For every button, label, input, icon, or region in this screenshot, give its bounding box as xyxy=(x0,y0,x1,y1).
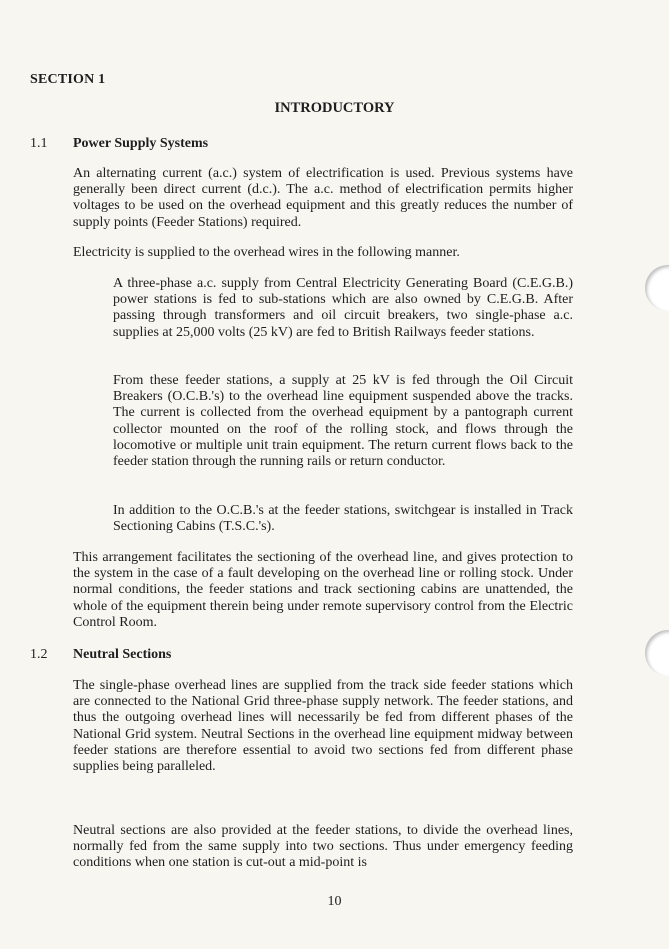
section-number: 1.1 xyxy=(30,136,48,151)
page-number: 10 xyxy=(327,894,342,909)
paragraph-supply-lead: Electricity is supplied to the overhead wires in the following manner. xyxy=(73,245,460,260)
paragraph-intro: An alternating current (a.c.) system of electrification is used. Previous systems have generally been direct current (d.c.). The a.c. method of electrification permits higher voltages to be used on the overhead equipment and this greatly reduces the number of supply points (Feeder Stations) required. xyxy=(73,166,573,230)
section-number: 1.2 xyxy=(30,647,48,662)
section-label: SECTION 1 xyxy=(30,72,106,87)
section-heading-1-1 xyxy=(30,136,208,152)
punch-hole xyxy=(645,265,669,311)
section-title: Power Supply Systems xyxy=(73,136,209,151)
section-title: Neutral Sections xyxy=(73,647,172,662)
punch-hole xyxy=(645,630,669,676)
paragraph-neutral-sections: The single-phase overhead lines are supplied from the track side feeder stations which are connected to the National Grid three-phase supply network. The feeder stations, and thus the outgoing overhead lines will necessarily be fed from different phases of the National Grid system. Neutral Sections in the overhead line equipment midway between feeder stations are therefore essential to avoid two sections fed from different phase supplies being paralleled. xyxy=(73,678,573,775)
section-heading-1-2 xyxy=(30,647,171,663)
paragraph-neutral-feeder: Neutral sections are also provided at the feeder stations, to divide the overhead lines, normally fed from the same supply into two sections. Thus under emergency feeding conditions when one station is cut-out a mid-point is xyxy=(73,823,573,871)
paragraph-track-sectioning: In addition to the O.C.B.'s at the feeder stations, switchgear is installed in Track Sectioning Cabins (T.S.C.'s). xyxy=(113,503,573,535)
paragraph-feeder-stations: From these feeder stations, a supply at 25 kV is fed through the Oil Circuit Breakers (O.C.B.'s) to the overhead line equipment suspended above the tracks. The current is collected from the overhead equipment by a pantograph current collector mounted on the roof of the rolling stock, and flows through the locomotive or multiple unit train equipment. The return current flows back to the feeder station through the running rails or return conductor. xyxy=(113,373,573,470)
chapter-title: INTRODUCTORY xyxy=(274,100,395,116)
paragraph-arrangement: This arrangement facilitates the sectioning of the overhead line, and gives protection to the system in the case of a fault developing on the overhead line or rolling stock. Under normal conditions, the feeder stations and track sectioning cabins are unattended, the whole of the equipment therein being under remote supervisory control from the Electric Control Room. xyxy=(73,550,573,630)
paragraph-three-phase-supply: A three-phase a.c. supply from Central Electricity Generating Board (C.E.G.B.) power stations is fed to sub-stations which are also owned by C.E.G.B. After passing through transformers and oil circuit breakers, two single-phase a.c. supplies at 25,000 volts (25 kV) are fed to British Railways feeder stations. xyxy=(113,276,573,340)
